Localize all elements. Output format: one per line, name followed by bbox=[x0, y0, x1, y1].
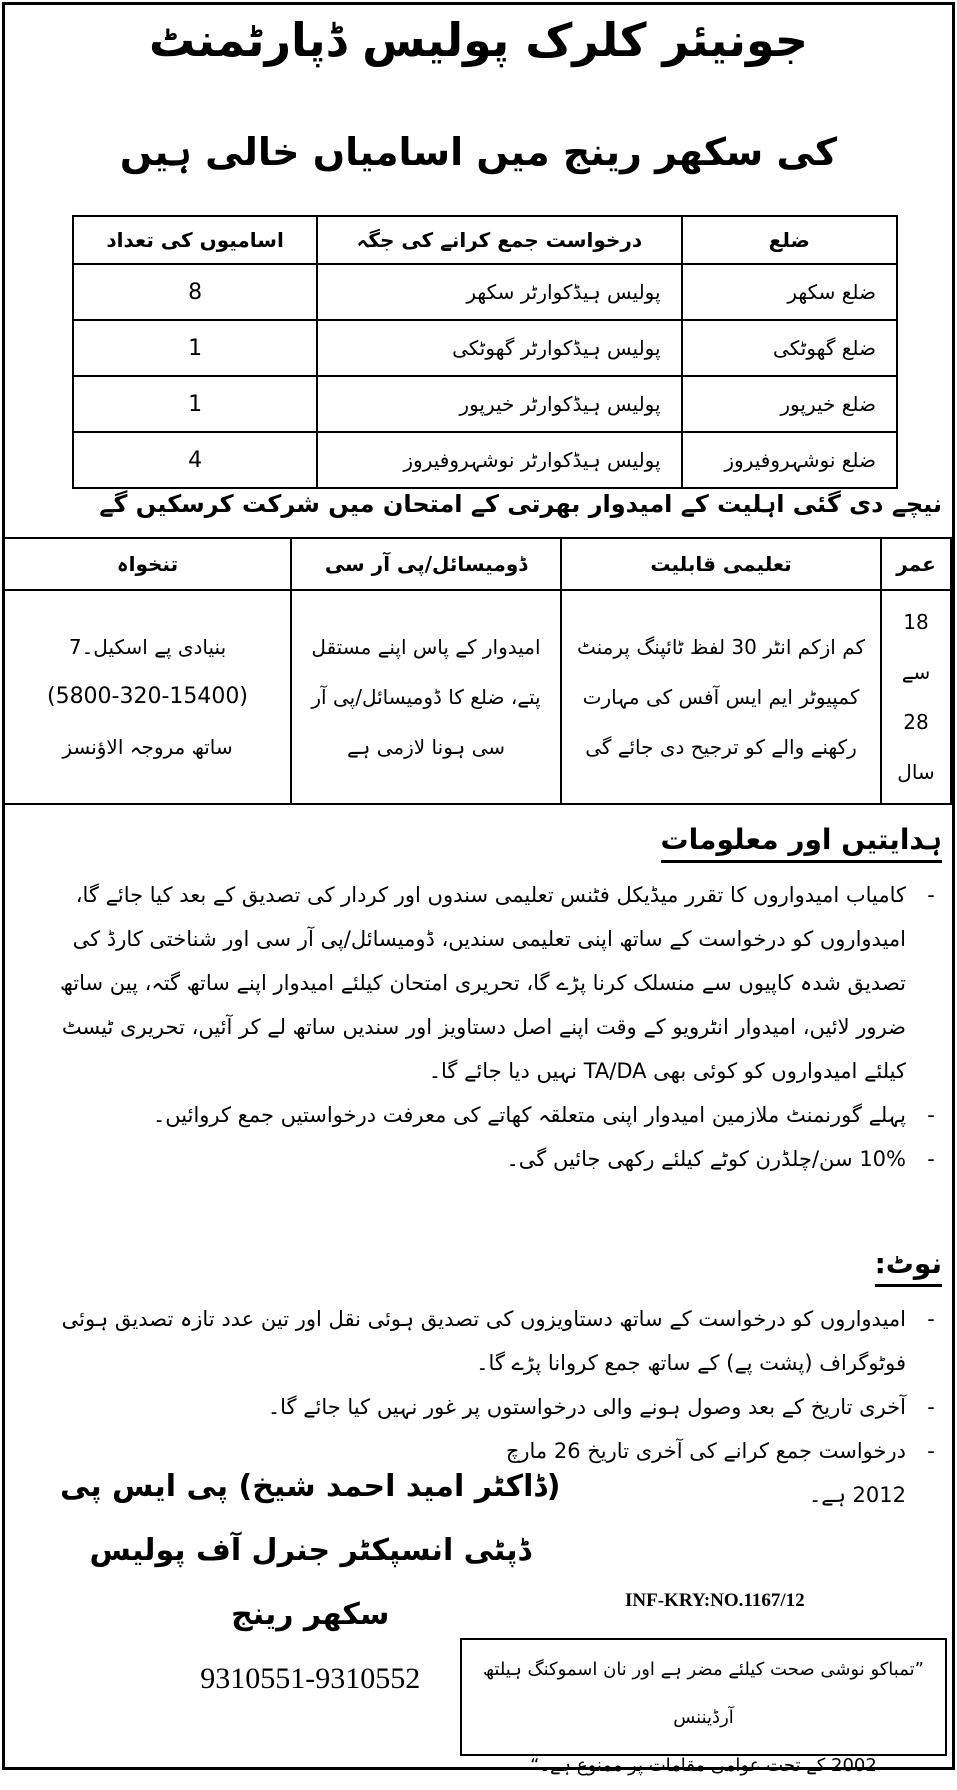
list-item: - امیدواروں کو درخواست کے ساتھ دستاویزوں کی تصدیق ہوئی نقل اور تین عدد تازہ تصدیق ہوئی فوٹوگراف (پشت پے) کے ساتھ جمع کروانا پڑے گا۔ bbox=[61, 1307, 935, 1375]
criteria-table bbox=[5, 537, 952, 805]
col-count: اسامیوں کی تعداد bbox=[73, 216, 317, 264]
table-row bbox=[73, 432, 897, 488]
place: پولیس ہیڈکوارٹر نوشہروفیروز bbox=[317, 432, 681, 488]
district: ضلع نوشہروفیروز bbox=[682, 432, 897, 488]
count: 8 bbox=[73, 264, 317, 320]
count: 4 bbox=[73, 432, 317, 488]
count: 1 bbox=[73, 376, 317, 432]
table-row bbox=[73, 264, 897, 320]
officer-name: (ڈاکٹر امید احمد شیخ) پی ایس پی bbox=[60, 1469, 561, 1504]
officer-range: سکھر رینج bbox=[231, 1597, 390, 1632]
table-row bbox=[5, 590, 951, 804]
salary bbox=[5, 590, 291, 804]
instructions-heading: ہدایتیں اور معلومات bbox=[661, 823, 942, 863]
reference-number: INF-KRY:NO.1167/12 bbox=[625, 1590, 805, 1611]
col-education: تعلیمی قابلیت bbox=[561, 538, 881, 590]
count: 1 bbox=[73, 320, 317, 376]
col-district: ضلع bbox=[682, 216, 897, 264]
instructions-list bbox=[19, 873, 942, 1181]
list-item: - 10% سن/چلڈرن کوٹے کیلئے رکھی جائیں گی۔ bbox=[506, 1147, 935, 1171]
table-header-row bbox=[73, 216, 897, 264]
table-row bbox=[73, 376, 897, 432]
list-item: - درخواست جمع کرانے کی آخری تاریخ 26 مارچ 2012 ہے۔ bbox=[505, 1439, 935, 1507]
note-heading: نوٹ: bbox=[875, 1247, 942, 1287]
district: ضلع سکھر bbox=[682, 264, 897, 320]
district: ضلع خیرپور bbox=[682, 376, 897, 432]
ad-title: جونیئر کلرک پولیس ڈپارٹمنٹ bbox=[148, 13, 808, 67]
col-place: درخواست جمع کرانے کی جگہ bbox=[317, 216, 681, 264]
age: 18 سے 28 سال bbox=[881, 590, 951, 804]
col-age: عمر bbox=[881, 538, 951, 590]
col-salary: تنخواہ bbox=[5, 538, 291, 590]
pay-range: (5800-320-15400) bbox=[46, 684, 248, 709]
district: ضلع گھوٹکی bbox=[682, 320, 897, 376]
table-row bbox=[73, 320, 897, 376]
allowances: ساتھ مروجہ الاؤنسز bbox=[62, 735, 233, 759]
col-domicile: ڈومیسائل/پی آر سی bbox=[291, 538, 561, 590]
place: پولیس ہیڈکوارٹر خیرپور bbox=[317, 376, 681, 432]
smoking-notice: ”تمباکو نوشی صحت کیلئے مضر ہے اور نان اسموکنگ ہیلتھ آرڈیننس 2002 کے تحت عوامی مقامات پر ممنوع ہے۔“ bbox=[460, 1638, 947, 1756]
domicile: امیدوار کے پاس اپنے مستقل پتے، ضلع کا ڈومیسائل/پی آر سی ہونا لازمی ہے bbox=[291, 590, 561, 804]
posts-table bbox=[72, 215, 898, 489]
list-item: - کامیاب امیدواروں کا تقرر میڈیکل فٹنس تعلیمی سندوں اور کردار کی تصدیق کے بعد کیا جائے گا، امیدواروں کو درخواست کے ساتھ اپنی تعلیمی سندیں، ڈومیسائل/پی آر سی اور شناختی کارڈ کی تصدیق شدہ کاپیوں سے منسلک کرنا پڑے گا، تحریری امتحان کیلئے امیدوار اپنے ساتھ گتہ، پین ساتھ ضرور لائیں، امیدوار انٹرویو کے وقت اپنے اصل دستاویز اور سندیں ساتھ لے کر آئیں، تحریری ٹیسٹ کیلئے امیدواروں کو کوئی بھی TA/DA نہیں دیا جائے گا۔ bbox=[60, 883, 935, 1083]
place: پولیس ہیڈکوارٹر گھوٹکی bbox=[317, 320, 681, 376]
phone-numbers: 9310551-9310552 bbox=[200, 1662, 421, 1695]
education: کم ازکم انٹر 30 لفظ ٹائپنگ پرمنٹ کمپیوٹر ایم ایس آفس کی مہارت رکھنے والے کو ترجیح دی جائے گی bbox=[561, 590, 881, 804]
list-item: - پہلے گورنمنٹ ملازمین امیدوار اپنی متعلقہ کھاتے کی معرفت درخواستیں جمع کروائیں۔ bbox=[152, 1103, 935, 1127]
table-header-row bbox=[5, 538, 951, 590]
place: پولیس ہیڈکوارٹر سکھر bbox=[317, 264, 681, 320]
job-advertisement bbox=[2, 2, 955, 1776]
eligibility-note: نیچے دی گئی اہلیت کے امیدوار بھرتی کے امتحان میں شرکت کرسکیں گے bbox=[99, 490, 942, 518]
ad-subtitle: کی سکھر رینج میں اسامیاں خالی ہیں bbox=[119, 130, 838, 174]
list-item: - آخری تاریخ کے بعد وصول ہونے والی درخواستوں پر غور نہیں کیا جائے گا۔ bbox=[267, 1395, 935, 1419]
officer-designation: ڈپٹی انسپکٹر جنرل آف پولیس bbox=[89, 1533, 531, 1568]
pay-scale: بنیادی پے اسکیل۔7 bbox=[68, 635, 227, 659]
